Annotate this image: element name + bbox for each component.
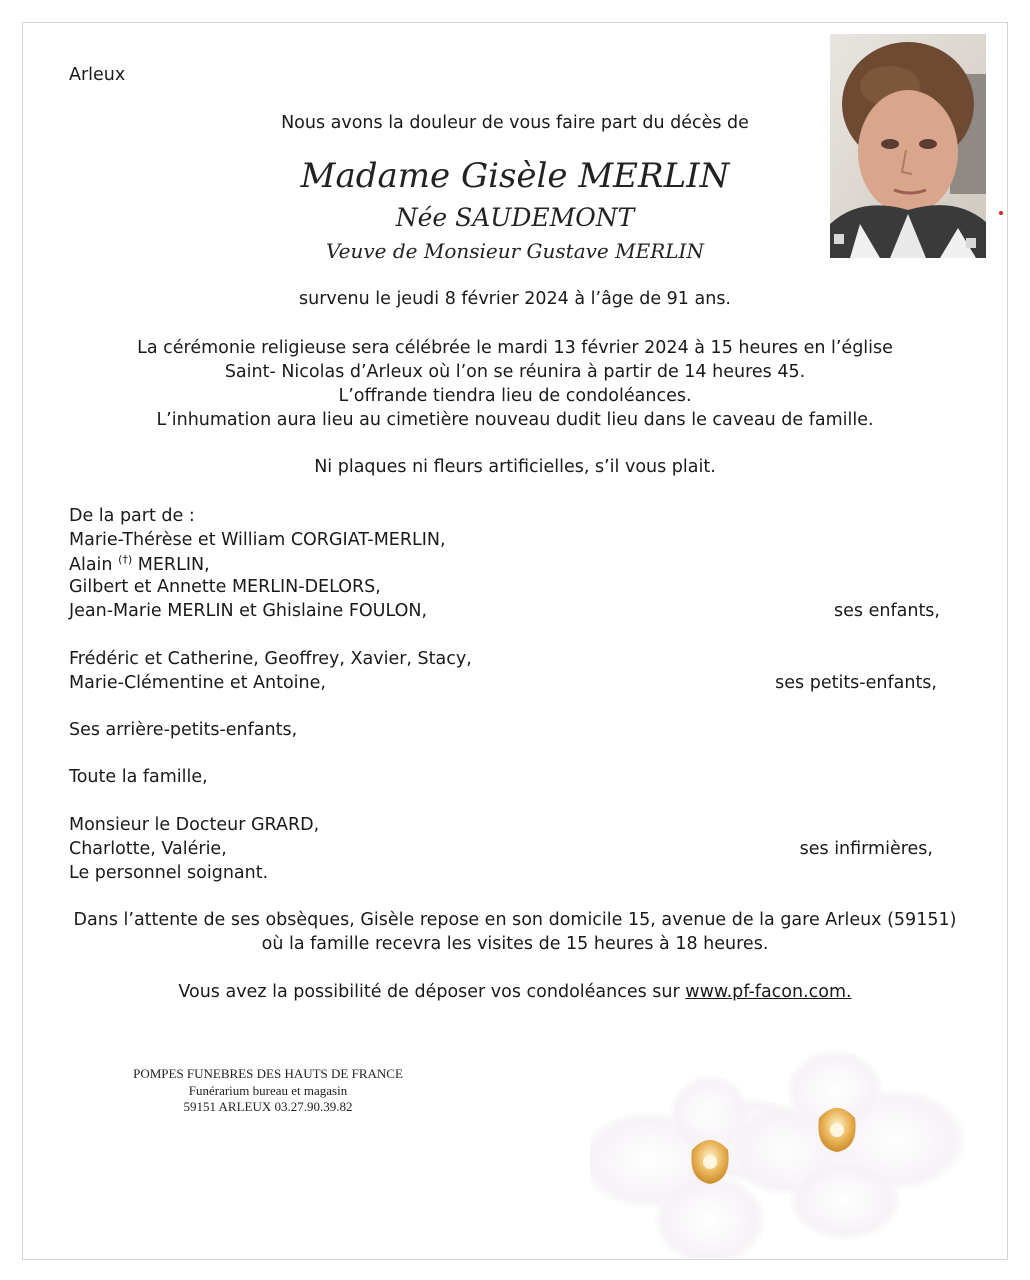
care-line-3: Le personnel soignant. xyxy=(69,863,269,883)
children-label: ses enfants, xyxy=(834,601,940,621)
condolences-line xyxy=(0,982,1030,1002)
from-label: De la part de : xyxy=(69,506,195,526)
maiden-name: Née SAUDEMONT xyxy=(395,203,635,232)
child-line-2 xyxy=(69,553,210,575)
ceremony-line-2: Saint- Nicolas d’Arleux où l’on se réunira à partir de 14 heures 45. xyxy=(224,362,806,382)
orchid-flowers-image xyxy=(590,1050,1006,1258)
death-notice: survenu le jeudi 8 février 2024 à l’âge de 91 ans. xyxy=(298,289,731,309)
child-line-1: Marie-Thérèse et William CORGIAT-MERLIN, xyxy=(69,530,446,550)
child-line-2-prefix: Alain xyxy=(69,554,113,575)
care-label: ses infirmières, xyxy=(799,839,933,859)
funeral-home-name: POMPES FUNEBRES DES HAUTS DE FRANCE xyxy=(133,1066,403,1081)
ceremony-line-1: La cérémonie religieuse sera célébrée le mardi 13 février 2024 à 15 heures en l’église xyxy=(137,338,893,358)
funeral-home-line-3: 59151 ARLEUX 03.27.90.39.82 xyxy=(183,1099,353,1114)
funeral-home-line-2: Funérarium bureau et magasin xyxy=(188,1083,348,1098)
whole-family: Toute la famille, xyxy=(69,767,208,787)
ceremony-line-4: L’inhumation aura lieu au cimetière nouveau dudit lieu dans le caveau de famille. xyxy=(156,410,874,430)
widow-line: Veuve de Monsieur Gustave MERLIN xyxy=(326,239,704,263)
location: Arleux xyxy=(69,65,126,85)
ceremony-line-3: L’offrande tiendra lieu de condoléances. xyxy=(338,386,692,406)
grandchild-line-1: Frédéric et Catherine, Geoffrey, Xavier, Stacy, xyxy=(69,649,472,669)
care-line-1: Monsieur le Docteur GRARD, xyxy=(69,815,320,835)
deceased-mark: (†) xyxy=(118,553,133,566)
care-line-2: Charlotte, Valérie, xyxy=(69,839,227,859)
grandchild-line-2: Marie-Clémentine et Antoine, xyxy=(69,673,326,693)
grandchildren-label: ses petits-enfants, xyxy=(775,673,937,693)
flowers-note: Ni plaques ni fleurs artificielles, s’il vous plait. xyxy=(314,457,716,477)
rest-line-2: où la famille recevra les visites de 15 heures à 18 heures. xyxy=(261,934,769,954)
condolences-text: Vous avez la possibilité de déposer vos condoléances sur xyxy=(178,982,680,1002)
rest-line-1: Dans l’attente de ses obsèques, Gisèle repose en son domicile 15, avenue de la gare Arleux (59151) xyxy=(73,910,957,930)
great-grandchildren: Ses arrière-petits-enfants, xyxy=(69,720,298,740)
deceased-name: Madame Gisèle MERLIN xyxy=(300,156,730,196)
child-line-4: Jean-Marie MERLIN et Ghislaine FOULON, xyxy=(69,601,428,621)
child-line-3: Gilbert et Annette MERLIN-DELORS, xyxy=(69,577,381,597)
intro-line: Nous avons la douleur de vous faire part du décès de xyxy=(281,113,749,133)
child-line-2-suffix: MERLIN, xyxy=(137,554,210,575)
condolences-link[interactable]: www.pf-facon.com. xyxy=(685,982,852,1002)
